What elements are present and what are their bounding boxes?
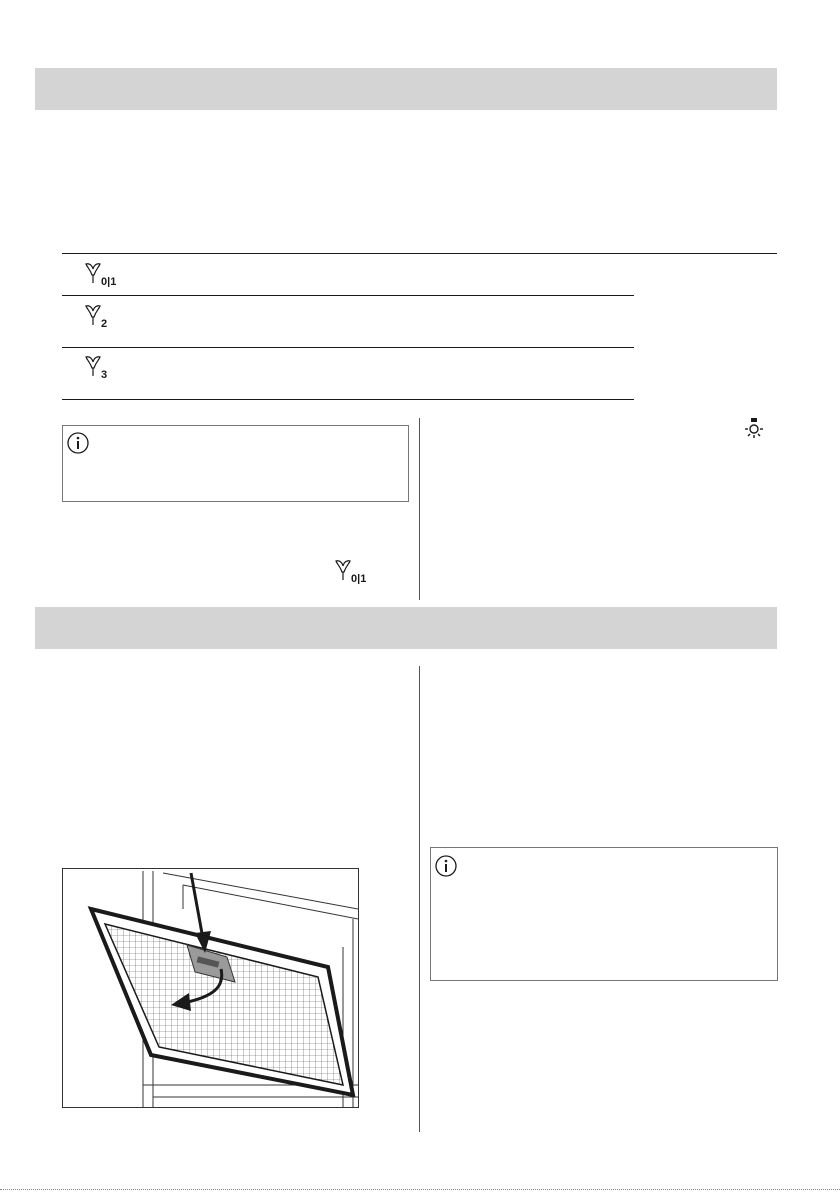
svg-text:2: 2 [101,318,108,329]
info-note [430,847,778,981]
fan-speed-0-1-icon [84,261,124,292]
svg-text:0|1: 0|1 [351,573,367,584]
table-row-rule [62,295,634,296]
column-divider [419,666,420,1132]
table-top-rule [62,253,777,254]
svg-text:0|1: 0|1 [101,276,117,287]
info-icon [434,854,458,883]
info-icon [66,431,90,460]
light-icon [741,417,767,446]
table-row-rule [62,347,634,348]
grease-filter-removal-illustration [62,868,359,1108]
fan-speed-3-icon [84,354,114,385]
page-bottom-edge [0,1189,840,1190]
column-divider [419,418,420,600]
fan-speed-2-icon [84,303,114,334]
section-header-care-cleaning [35,607,777,649]
svg-text:3: 3 [101,369,108,380]
section-header-operation [35,68,777,110]
fan-speed-0-1-icon [334,558,374,589]
table-bottom-rule [62,399,634,400]
info-note [62,425,409,502]
